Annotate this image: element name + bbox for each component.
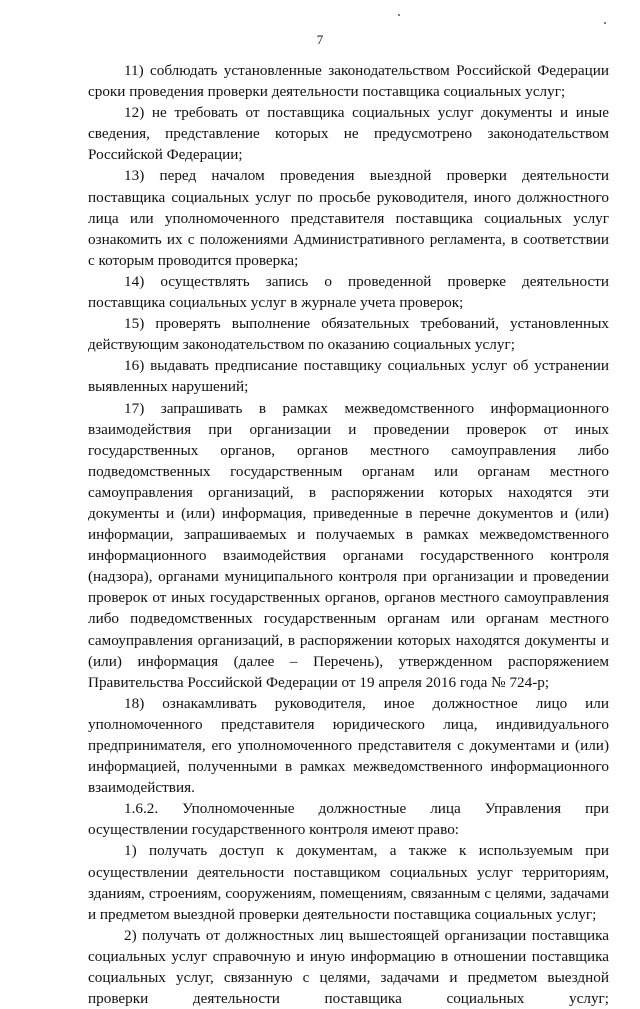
paragraph-17: 17) запрашивать в рамках межведомственного информационного взаимодействия при организации и проведении проверок от иных государственных органов, органов местного самоуправления либо подведомственных государственным органам или органам местного самоуправления организаций, в распоряжении которых находятся эти документы и (или) информация, приведенные в перечне документов и (или) информации, запрашиваемых и получаемых в рамках межведомственного информационного взаимодействия органами государственного контроля (надзора), органами муниципального контроля при организации и проведении проверок от иных государственных органов, органов местного самоуправления либо подведомственных государственным органам или органам местного самоуправления организаций, в распоряжении которых находятся документы и (или) информация (далее – Перечень), утвержденном распоряжением Правительства Российской Федерации от 19 апреля 2016 года № 724-р; — [88, 399, 609, 691]
paragraph-16: 16) выдавать предписание поставщику социальных услуг об устранении выявленных нарушений; — [88, 357, 609, 396]
document-body — [88, 60, 609, 1009]
paragraph-14: 14) осуществлять запись о проведенной проверке деятельности поставщика социальных услуг в журнале учета проверок; — [88, 272, 609, 312]
section-1-6-2-heading: 1.6.2. Уполномоченные должностные лица Управления при осуществлении государственного контроля имеют право: — [88, 800, 609, 839]
right-item-2: 2) получать от должностных лиц вышестоящей организации поставщика социальных услуг справочную и иную информацию в отношении поставщика социальных услуг, связанную с целями, задачами и предметом выездной проверки деятельности поставщика социальных услуг; — [88, 926, 609, 1008]
paragraph-12: 12) не требовать от поставщика социальных услуг документы и иные сведения, представление которых не предусмотрено законодательством Российской Федерации; — [88, 104, 609, 164]
paragraph-11: 11) соблюдать установленные законодательством Российской Федерации сроки проведения проверки деятельности поставщика социальных услуг; — [88, 62, 609, 101]
paragraph-18: 18) ознакамливать руководителя, иное должностное лицо или уполномоченного представителя юридического лица, индивидуального предпринимателя, его уполномоченного представителя с документами и (или) информацией, полученными в рамках межведомственного информационного взаимодействия. — [88, 694, 609, 797]
page-number: 7 — [316, 32, 324, 47]
paragraph-15: 15) проверять выполнение обязательных требований, установленных действующим законодательством по оказанию социальных услуг; — [88, 315, 609, 354]
right-item-1: 1) получать доступ к документам, а также к используемым при осуществлении деятельности поставщиком социальных услуг территориям, зданиям, строениям, сооружениям, помещениям, связанным с целями, задачами и предметом выездной проверки деятельности поставщика социальных услуг; — [88, 842, 609, 923]
paragraph-13: 13) перед началом проведения выездной проверки деятельности поставщика социальных услуг по просьбе руководителя, иного должностного лица или уполномоченного представителя поставщика социальных услуг ознакомить их с положениями Административного регламента, в соответствии с которым проводится проверка; — [88, 167, 609, 269]
